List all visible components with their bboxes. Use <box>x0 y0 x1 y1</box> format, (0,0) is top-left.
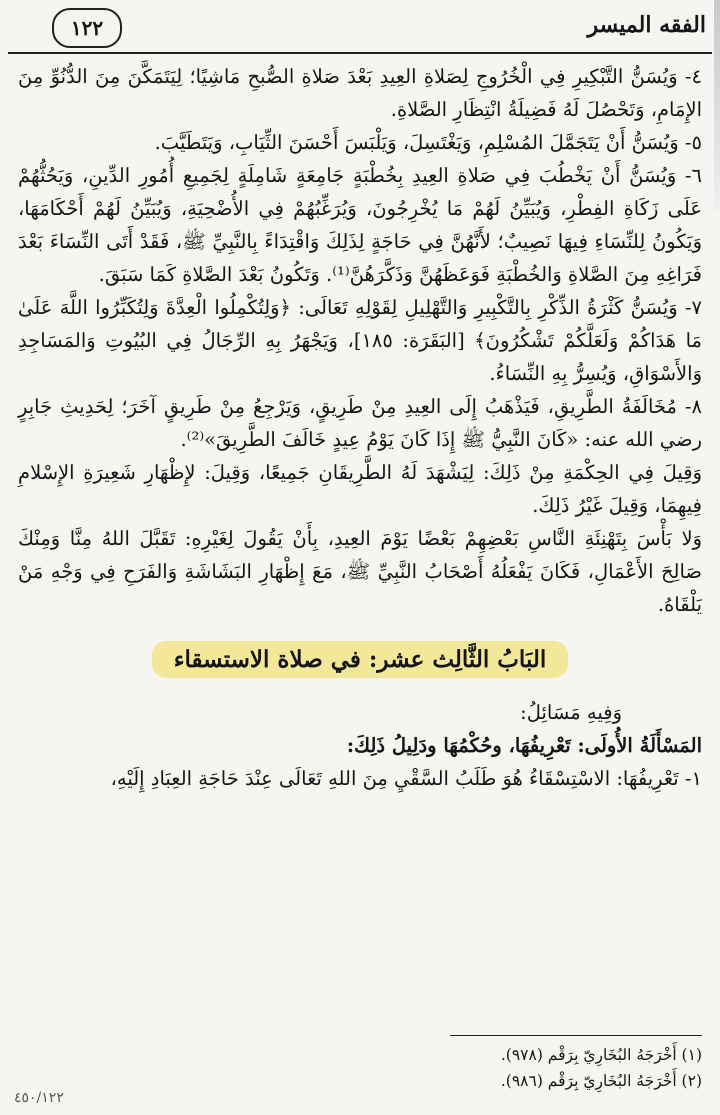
masail-intro: وَفِيهِ مَسَائِلُ: <box>520 701 622 724</box>
footnote-1: (١) أَخْرَجَهُ البُخَارِيّ بِرَقْم (٩٧٨). <box>500 1046 702 1064</box>
chapter-heading-wrap <box>18 641 702 678</box>
paragraph-5: ٥- وَيُسَنُّ أَنْ يَتَجَمَّلَ المُسْلِمِ، وَيَغْتَسِلَ، وَيَلْبَسَ أَحْسَنَ الثِّيَابِ، وَيَتَطَيَّبَ. <box>154 131 702 154</box>
paragraph-6: ٦- وَيُسَنُّ أَنْ يَخْطُبَ فِي صَلاةِ العِيدِ بِخُطْبَةٍ جَامِعَةٍ شَامِلَةٍ لِجَمِيعِ أُمُورِ الدِّينِ، وَيَحُثُّهُمْ عَلَى زَكَاةِ الفِطْرِ، وَيُبَيِّنُ لَهُمْ مَا يُخْرِجُونَ، وَيُرَغِّبُهُمْ فِي الأُضْحِيَةِ، وَيُبَيِّنُ لَهُمْ أَحْكَامَهَا، وَيَكُونُ لِلنِّسَاءِ فِيهَا نَصِيبٌ؛ لأَنَّهُنَّ فِي حَاجَةٍ لِذَلِكَ وَاقْتِدَاءً بِالنَّبِيِّ ﷺ، فَقَدْ أَتَى النِّسَاءَ بَعْدَ فَرَاغِهِ مِنَ الصَّلاةِ وَالخُطْبَةِ فَوَعَظَهُنَّ وَذَكَّرَهُنَّ⁽¹⁾. وَتَكُونُ بَعْدَ الصَّلاةِ كَمَا سَبَقَ. <box>18 164 702 286</box>
page-edge-shadow <box>714 0 720 210</box>
masala1-heading: المَسْأَلَةُ الأُولَى: تَعْرِيفُهَا، وحُكْمُهَا ودَلِيلُ ذَلِكَ: <box>346 734 702 757</box>
masala1-text: ١- تَعْرِيفُهَا: الاسْتِسْقَاءُ هُوَ طَلَبُ السَّقْيِ مِنَ اللهِ تَعَالَى عِنْدَ حَاجَةِ العِبَادِ إِلَيْهِ، <box>110 767 702 790</box>
page-number-badge: ١٢٢ <box>52 8 122 48</box>
main-text <box>18 60 702 795</box>
footnote-2: (٢) أَخْرَجَهُ البُخَارِيّ بِرَقْم (٩٨٦). <box>500 1072 702 1090</box>
paragraph-wisdom: وَقِيلَ فِي الحِكْمَةِ مِنْ ذَلِكَ: لِيَشْهَدَ لَهُ الطَّرِيقَانِ جَمِيعًا، وَقِيلَ: لإِظْهَارِ شَعِيرَةِ الإِسْلامِ فِيهِمَا، وَقِيلَ غَيْرُ ذَلِكَ. <box>18 461 702 517</box>
paragraph-8: ٨- مُخَالَفَةُ الطَّرِيقِ، فَيَذْهَبُ إِلَى العِيدِ مِنْ طَرِيقٍ، وَيَرْجِعُ مِنْ طَرِيقٍ آخَرَ؛ لِحَدِيثِ جَابِرٍ رضي الله عنه: «كَانَ النَّبِيُّ ﷺ إِذَا كَانَ يَوْمُ عِيدٍ خَالَفَ الطَّرِيقَ»⁽²⁾. <box>18 395 702 451</box>
chapter-title-highlighted: البَابُ الثَّالِث عشر: في صلاة الاستسقاء <box>152 641 569 678</box>
page-header <box>8 6 712 50</box>
footnotes <box>501 1042 702 1094</box>
footnote-divider <box>450 1035 702 1036</box>
paragraph-7: ٧- وَيُسَنُّ كَثْرَةُ الذِّكْرِ بِالتَّكْبِيرِ وَالتَّهْلِيلِ لِقَوْلِهِ تَعَالَى: ﴿وَلِتُكْمِلُوا الْعِدَّةَ وَلِتُكَبِّرُوا اللَّهَ عَلَىٰ مَا هَدَاكُمْ وَلَعَلَّكُمْ تَشْكُرُونَ﴾ [البَقَرَة: ١٨٥]، وَيَجْهَرُ بِهِ الرِّجَالُ فِي البُيُوتِ وَالمَسَاجِدِ وَالأَسْوَاقِ، وَيُسِرُّ بِهِ النِّسَاءُ. <box>18 296 702 385</box>
header-divider <box>8 52 712 54</box>
footer-page-code: ٤٥٠/١٢٢ <box>14 1090 64 1106</box>
book-title: الفقه الميسر <box>587 12 706 38</box>
paragraph-4: ٤- وَيُسَنُّ التَّبْكِيرِ فِي الْخُرُوجِ لِصَلاةِ العِيدِ بَعْدَ صَلاةِ الصُّبحِ مَاشِيًا؛ لِيَتَمَكَّنَ مِنَ الدُّنُوِّ مِنَ الإِمَامِ، وَتَحْصُلَ لَهُ فَضِيلَةُ انْتِظَارِ الصَّلاةِ. <box>18 65 702 121</box>
paragraph-congratulation: وَلا بَأْسَ بِتَهْنِئَةِ النَّاسِ بَعْضِهِمْ بَعْضًا يَوْمَ العِيدِ، بِأَنْ يَقُولَ لِغَيْرِهِ: تَقَبَّلَ اللهُ مِنَّا وَمِنْكَ صَالِحَ الأَعْمَالِ، فَكَانَ يَفْعَلُهُ أَصْحَابُ النَّبِيِّ ﷺ، مَعَ إِظْهَارِ البَشَاشَةِ وَالفَرَحِ فِي وَجْهِ مَنْ يَلْقَاهُ. <box>18 527 702 616</box>
